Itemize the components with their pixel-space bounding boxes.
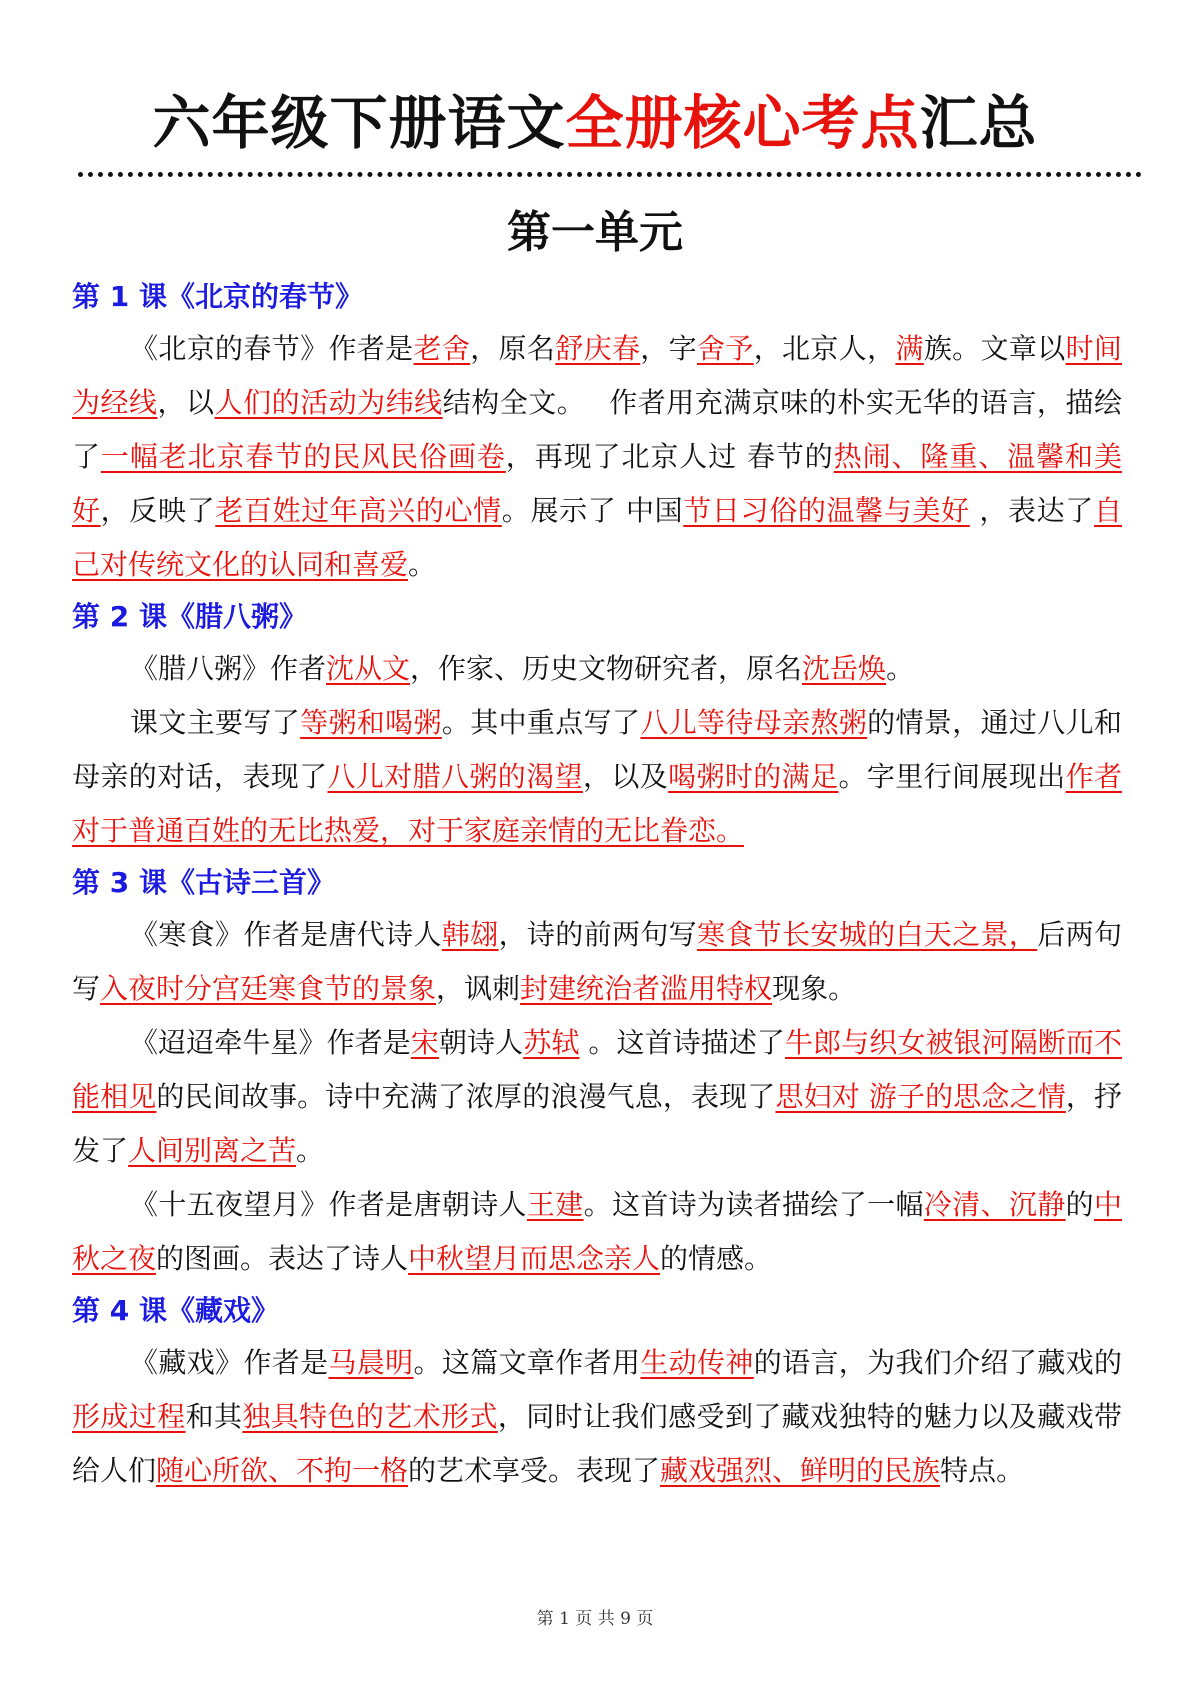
key-point: 独具特色的艺术形式 [242,1400,498,1433]
key-point: 等粥和喝粥 [300,706,442,739]
text-run: 结构全文。 作者用充满京味的朴实无华的语言，描绘了 [72,386,1122,473]
text-run: 的语言，为我们介绍了藏戏的 [753,1346,1122,1379]
dotted-divider [78,172,1142,177]
text-run: ，抒发了 [72,1080,1122,1167]
page-footer: 第 1 页 共 9 页 [536,1609,654,1629]
lesson-heading: 第 4 课《藏戏》 [72,1294,279,1327]
key-point: 思妇对 游子的思念之情 [775,1080,1066,1113]
text-run: 。这首诗描述了 [579,1026,786,1059]
key-point: 自己对传统文化的认同和喜爱 [72,494,1122,581]
unit-heading: 第一单元 [507,207,683,258]
text-run: ，同时让我们感受到了藏戏独特的魅力以及藏戏带给人们 [72,1400,1122,1487]
text-run: 《藏戏》作者是 [130,1346,329,1379]
lesson-content [72,272,1122,1498]
text-run: ，诗的前两句写 [498,918,698,951]
text-run: 族。文章以 [923,332,1066,365]
lesson-heading: 第 3 课《古诗三首》 [72,866,335,899]
text-run: 后两句写 [72,918,1122,1005]
key-point: 王建 [526,1188,584,1221]
text-run: ，再现了北京人过 春节的 [505,440,834,473]
text-run: 。这篇文章作者用 [413,1346,641,1379]
key-point: 形成过程 [72,1400,186,1433]
key-point: 喝粥时的满足 [668,760,839,793]
text-run: ，讽刺 [436,972,521,1005]
key-point: 老百姓过年高兴的心情 [215,494,502,527]
key-point: 藏戏强烈、鲜明的民族 [660,1454,941,1487]
key-point: 满 [895,332,924,365]
text-run: ，作家、历史文物研究者，原名 [410,652,803,685]
key-point: 寒食节长安城的白天之景， [697,918,1038,951]
key-point: 冷清、沉静 [923,1188,1066,1221]
lesson-section [72,592,1122,858]
lesson-paragraph [72,642,1122,696]
key-point: 生动传神 [640,1346,754,1379]
lesson-heading: 第 1 课《北京的春节》 [72,280,363,313]
text-run: 。 [408,548,437,581]
key-point: 人们的活动为纬线 [214,386,443,419]
text-run: 的图画。表达了诗人 [156,1242,409,1275]
key-point: 马晨明 [328,1346,414,1379]
key-point: 舍予 [697,332,754,365]
text-run: 。其中重点写了 [441,706,641,739]
text-run: 。这首诗为读者描绘了一幅 [583,1188,924,1221]
key-point: 沈从文 [326,652,411,685]
text-run: ，表达了 [969,494,1094,527]
text-run: 的 [1065,1188,1094,1221]
key-point: 封建统治者滥用特权 [520,972,773,1005]
text-run: 的艺术享受。表现了 [408,1454,661,1487]
text-run: 《腊八粥》作者 [130,652,327,685]
lesson-paragraph [72,1178,1122,1286]
key-point: 八儿等待母亲熬粥 [640,706,868,739]
lesson-paragraph [72,908,1122,1016]
key-point: 韩翃 [441,918,499,951]
key-point: 一幅老北京春节的民风民俗画卷 [100,440,506,473]
text-run: 。展示了 中国 [501,494,684,527]
text-run: 《十五夜望月》作者是唐朝诗人 [130,1188,527,1221]
lesson-paragraph [72,1016,1122,1178]
text-run: ，北京人， [753,332,896,365]
key-point: 节日习俗的温馨与美好 [683,494,970,527]
text-run: 。 [296,1134,325,1167]
key-point: 牛郎与织女被银河隔断而不能相见 [72,1026,1122,1113]
key-point: 八儿对腊八粥的渴望 [327,760,583,793]
text-run: ，字 [640,332,697,365]
key-point: 时间为经线 [72,332,1122,419]
text-run: 朝诗人 [438,1026,524,1059]
text-run: 的情景，通过八儿和母亲的对话，表现了 [72,706,1122,793]
text-run: 和其 [185,1400,243,1433]
lesson-paragraph [72,322,1122,592]
text-run: 《寒食》作者是唐代诗人 [130,918,442,951]
title-part-2: 汇总 [919,89,1038,157]
key-point: 中秋之夜 [72,1188,1122,1275]
lesson-section [72,272,1122,592]
key-point: 苏轼 [523,1026,580,1059]
title-highlight: 全册核心考点 [565,89,920,157]
text-run: ，反映了 [100,494,216,527]
key-point: 老舍 [413,332,471,365]
lesson-paragraph [72,696,1122,858]
text-run: 《迢迢牵牛星》作者是 [130,1026,411,1059]
text-run: 的民间故事。诗中充满了浓厚的浪漫气息，表现了 [156,1080,776,1113]
lesson-heading: 第 2 课《腊八粥》 [72,600,307,633]
page-title [0,88,1190,158]
text-run: ，以及 [582,760,669,793]
text-run: 课文主要写了 [130,706,301,739]
text-run: ，原名 [470,332,556,365]
key-point: 中秋望月而思念亲人 [408,1242,661,1275]
lesson-section [72,1286,1122,1498]
key-point: 作者对于普通百姓的无比热爱，对于家庭亲情的无比眷恋。 [72,760,1122,847]
key-point: 沈岳焕 [802,652,887,685]
text-run: 特点。 [940,1454,1025,1487]
key-point: 入夜时分宫廷寒食节的景象 [100,972,437,1005]
text-run: ，以 [157,386,215,419]
key-point: 宋 [410,1026,439,1059]
key-point: 随心所欲、不拘一格 [156,1454,409,1487]
text-run: 。 [886,652,915,685]
key-point: 人间别离之苦 [128,1134,297,1167]
lesson-section [72,858,1122,1286]
lesson-paragraph [72,1336,1122,1498]
text-run: 《北京的春节》作者是 [130,332,414,365]
text-run: 。字里行间展现出 [838,760,1066,793]
text-run: 的情感。 [660,1242,773,1275]
title-part-1: 六年级下册语文 [152,89,566,157]
key-point: 舒庆春 [555,332,641,365]
text-run: 现象。 [772,972,857,1005]
key-point: 热闹、隆重、温馨和美好 [72,440,1122,527]
